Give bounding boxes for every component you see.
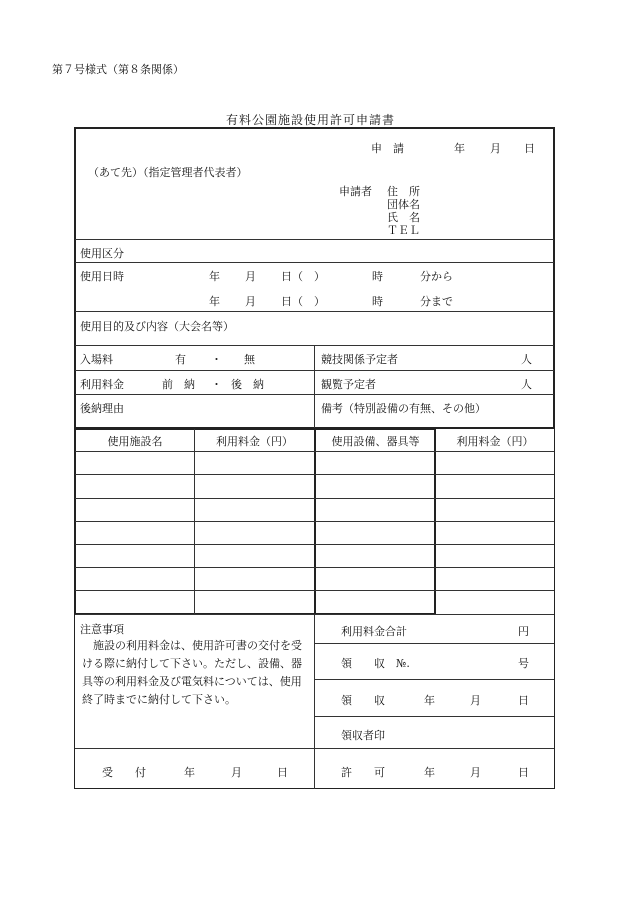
usage-category-label: 使用区分 xyxy=(80,247,124,260)
name-label: 氏 名 xyxy=(387,211,420,224)
divider xyxy=(75,239,554,240)
facility-fee-header: 利用料金（円） xyxy=(216,435,293,448)
admission-separator: ・ xyxy=(211,353,222,366)
table-row xyxy=(75,498,554,499)
equipment-fee-header: 利用料金（円） xyxy=(456,435,534,448)
received-year: 年 xyxy=(424,694,435,707)
kyoka-day: 日 xyxy=(518,766,529,779)
table-row xyxy=(75,544,554,545)
kyoka-month: 月 xyxy=(470,766,481,779)
applicant-label: 申請者 xyxy=(339,185,372,198)
fee-separator: ・ xyxy=(211,378,222,391)
usage-datetime-label: 使用日時 xyxy=(80,270,124,283)
receipt-number-unit: 号 xyxy=(518,657,529,670)
postpay-option: 後 納 xyxy=(231,378,264,391)
end-hour: 時 xyxy=(372,295,383,308)
divider xyxy=(75,311,554,312)
received-month: 月 xyxy=(470,694,481,707)
start-month: 月 xyxy=(245,270,256,283)
header-month: 月 xyxy=(490,142,501,155)
fee-total-label: 利用料金合計 xyxy=(341,625,407,638)
fee-label: 利用料金 xyxy=(80,378,124,391)
shinsei-label: 申 請 xyxy=(371,142,404,155)
notes-body: 施設の利用料金は、使用許可書の交付を受ける際に納付して下さい。ただし、設備、器具等の利用料金及び電気料については、使用終了時までに納付して下さい。 xyxy=(82,639,302,706)
competitors-label: 競技関係予定者 xyxy=(321,353,398,366)
end-minute: 分まで xyxy=(420,295,453,308)
uketsuke-day: 日 xyxy=(277,766,288,779)
remarks-label: 備考（特別設備の有無、その他） xyxy=(321,402,486,415)
divider xyxy=(315,643,554,644)
tel-label: ＴＥＬ xyxy=(387,224,420,237)
header-year: 年 xyxy=(454,142,465,155)
start-minute: 分から xyxy=(420,270,453,283)
postpay-reason-label: 後納理由 xyxy=(80,402,124,415)
column-divider xyxy=(314,614,315,789)
kyoka-year: 年 xyxy=(424,766,435,779)
notes-heading: 注意事項 xyxy=(80,623,124,636)
form-number: 第７号様式（第８条関係） xyxy=(52,63,184,76)
table-row xyxy=(75,590,554,591)
admission-label: 入場料 xyxy=(80,353,113,366)
divider xyxy=(314,345,315,428)
competitors-unit: 人 xyxy=(521,353,532,366)
kyoka-label: 許 可 xyxy=(341,766,385,779)
table-row xyxy=(75,474,554,475)
table-row xyxy=(75,451,554,452)
addressee: （あて先）（指定管理者代表者） xyxy=(88,166,248,179)
received-label: 領 収 xyxy=(341,694,385,707)
group-label: 団体名 xyxy=(387,198,420,211)
admission-yes: 有 xyxy=(175,353,186,366)
end-month: 月 xyxy=(245,295,256,308)
receipt-number-label: 領 収 №. xyxy=(341,657,410,670)
end-year: 年 xyxy=(209,295,220,308)
received-day: 日 xyxy=(518,694,529,707)
prepay-option: 前 納 xyxy=(162,378,195,391)
equipment-header: 使用設備、器具等 xyxy=(331,435,420,448)
table-row xyxy=(75,521,554,522)
end-day: 日（ ） xyxy=(281,295,325,308)
admission-no: 無 xyxy=(244,353,255,366)
start-year: 年 xyxy=(209,270,220,283)
uketsuke-label: 受 付 xyxy=(102,766,146,779)
divider xyxy=(315,679,554,680)
spectators-unit: 人 xyxy=(521,378,532,391)
receiver-stamp-label: 領収者印 xyxy=(341,729,385,742)
divider xyxy=(75,262,554,263)
fee-total-unit: 円 xyxy=(518,625,529,638)
facility-name-header: 使用施設名 xyxy=(107,435,163,448)
start-day: 日（ ） xyxy=(281,270,325,283)
divider xyxy=(75,748,554,749)
table-row xyxy=(75,567,554,568)
header-day: 日 xyxy=(524,142,535,155)
uketsuke-year: 年 xyxy=(184,766,195,779)
start-hour: 時 xyxy=(372,270,383,283)
address-label: 住 所 xyxy=(387,185,420,198)
purpose-label: 使用目的及び内容（大会名等） xyxy=(80,320,234,333)
spectators-label: 観覧予定者 xyxy=(321,378,376,391)
form-title: 有料公園施設使用許可申請書 xyxy=(226,113,396,127)
divider xyxy=(315,716,554,717)
uketsuke-month: 月 xyxy=(231,766,242,779)
